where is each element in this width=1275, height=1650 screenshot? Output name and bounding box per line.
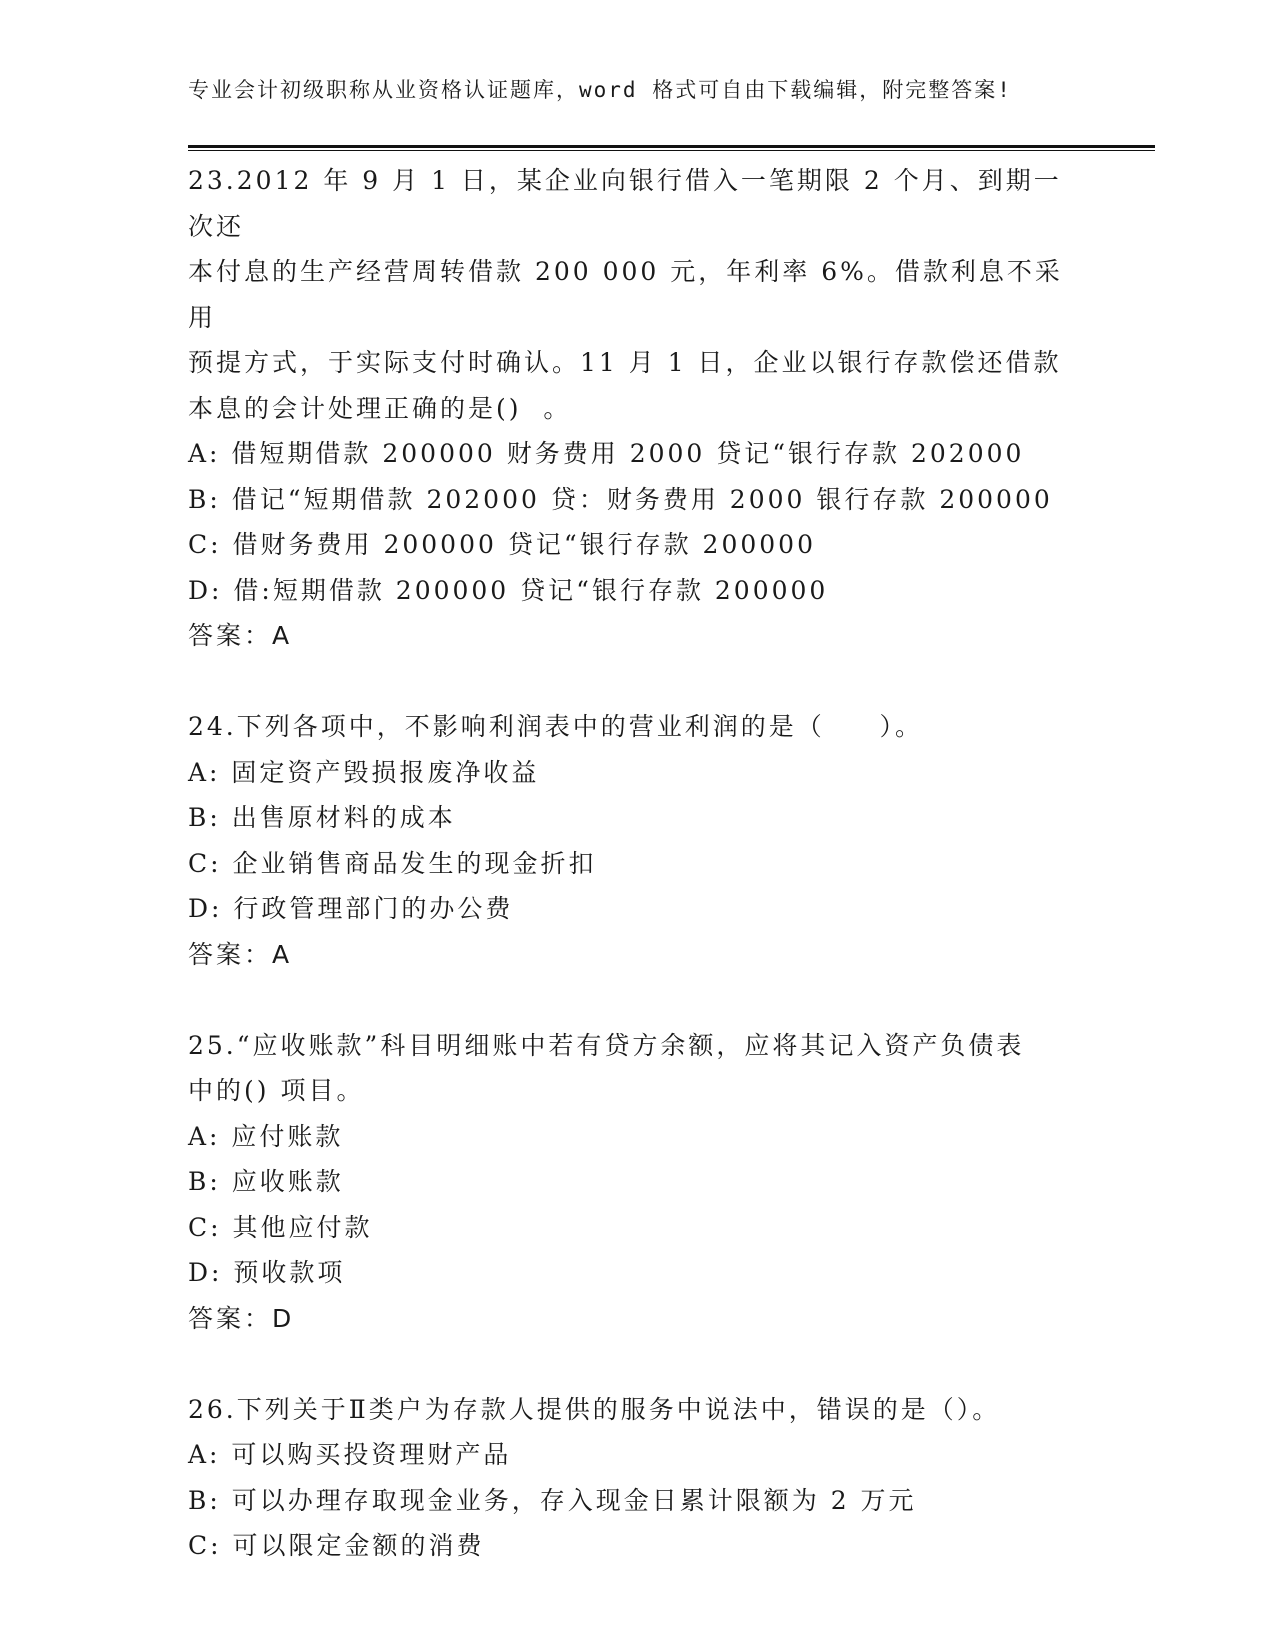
option-c: C: 可以限定金额的消费 xyxy=(188,1531,485,1560)
option-a: A: 借短期借款 200000 财务费用 2000 贷记“银行存款 202000 xyxy=(188,439,1025,468)
answer: 答案：A xyxy=(188,621,293,650)
option-a: A: 固定资产毁损报废净收益 xyxy=(188,757,540,787)
option-a: A: 应付账款 xyxy=(188,1121,344,1151)
option-b: B: 出售原材料的成本 xyxy=(188,803,456,832)
question-list xyxy=(188,158,1088,1569)
question-23 xyxy=(188,158,1088,659)
question-stem-line: 预提方式，于实际支付时确认。11 月 1 日，企业以银行存款偿还借款 xyxy=(188,348,1062,377)
page-header: 专业会计初级职称从业资格认证题库，word 格式可自由下载编辑，附完整答案! xyxy=(188,78,1012,102)
question-stem-line: 23.2012 年 9 月 1 日，某企业向银行借入一笔期限 2 个月、到期一次还 xyxy=(188,166,1062,241)
header-rule-thick xyxy=(188,145,1155,148)
option-b: B: 可以办理存取现金业务，存入现金日累计限额为 2 万元 xyxy=(188,1485,917,1515)
option-a: A: 可以购买投资理财产品 xyxy=(188,1440,512,1469)
question-stem-line: 本息的会计处理正确的是() 。 xyxy=(188,393,572,423)
option-b: B: 应收账款 xyxy=(188,1167,344,1196)
spacer xyxy=(188,1341,1088,1387)
answer: 答案：A xyxy=(188,939,293,969)
answer: 答案：D xyxy=(188,1303,295,1333)
question-stem-line: 本付息的生产经营周转借款 200 000 元，年利率 6%。借款利息不采用 xyxy=(188,257,1063,332)
question-stem-line: 25.“应收账款”科目明细账中若有贷方余额，应将其记入资产负债表 xyxy=(188,1030,1025,1060)
question-25 xyxy=(188,1023,1088,1342)
header-rule-thin xyxy=(188,150,1155,151)
spacer xyxy=(188,977,1088,1023)
spacer xyxy=(188,659,1088,705)
option-c: C: 企业销售商品发生的现金折扣 xyxy=(188,848,597,878)
option-d: D: 预收款项 xyxy=(188,1258,346,1287)
question-stem-line: 26.下列关于Ⅱ类户为存款人提供的服务中说法中，错误的是（）。 xyxy=(188,1394,1001,1424)
option-b: B: 借记“短期借款 202000 贷：财务费用 2000 银行存款 200000 xyxy=(188,484,1053,514)
question-26 xyxy=(188,1387,1088,1569)
question-stem-line: 中的() 项目。 xyxy=(188,1076,365,1105)
question-stem-line: 24.下列各项中，不影响利润表中的营业利润的是（ ）。 xyxy=(188,712,923,741)
option-d: D: 行政管理部门的办公费 xyxy=(188,894,514,923)
question-24 xyxy=(188,704,1088,977)
option-c: C: 借财务费用 200000 贷记“银行存款 200000 xyxy=(188,530,816,559)
option-d: D: 借:短期借款 200000 贷记“银行存款 200000 xyxy=(188,575,829,605)
option-c: C: 其他应付款 xyxy=(188,1212,373,1242)
